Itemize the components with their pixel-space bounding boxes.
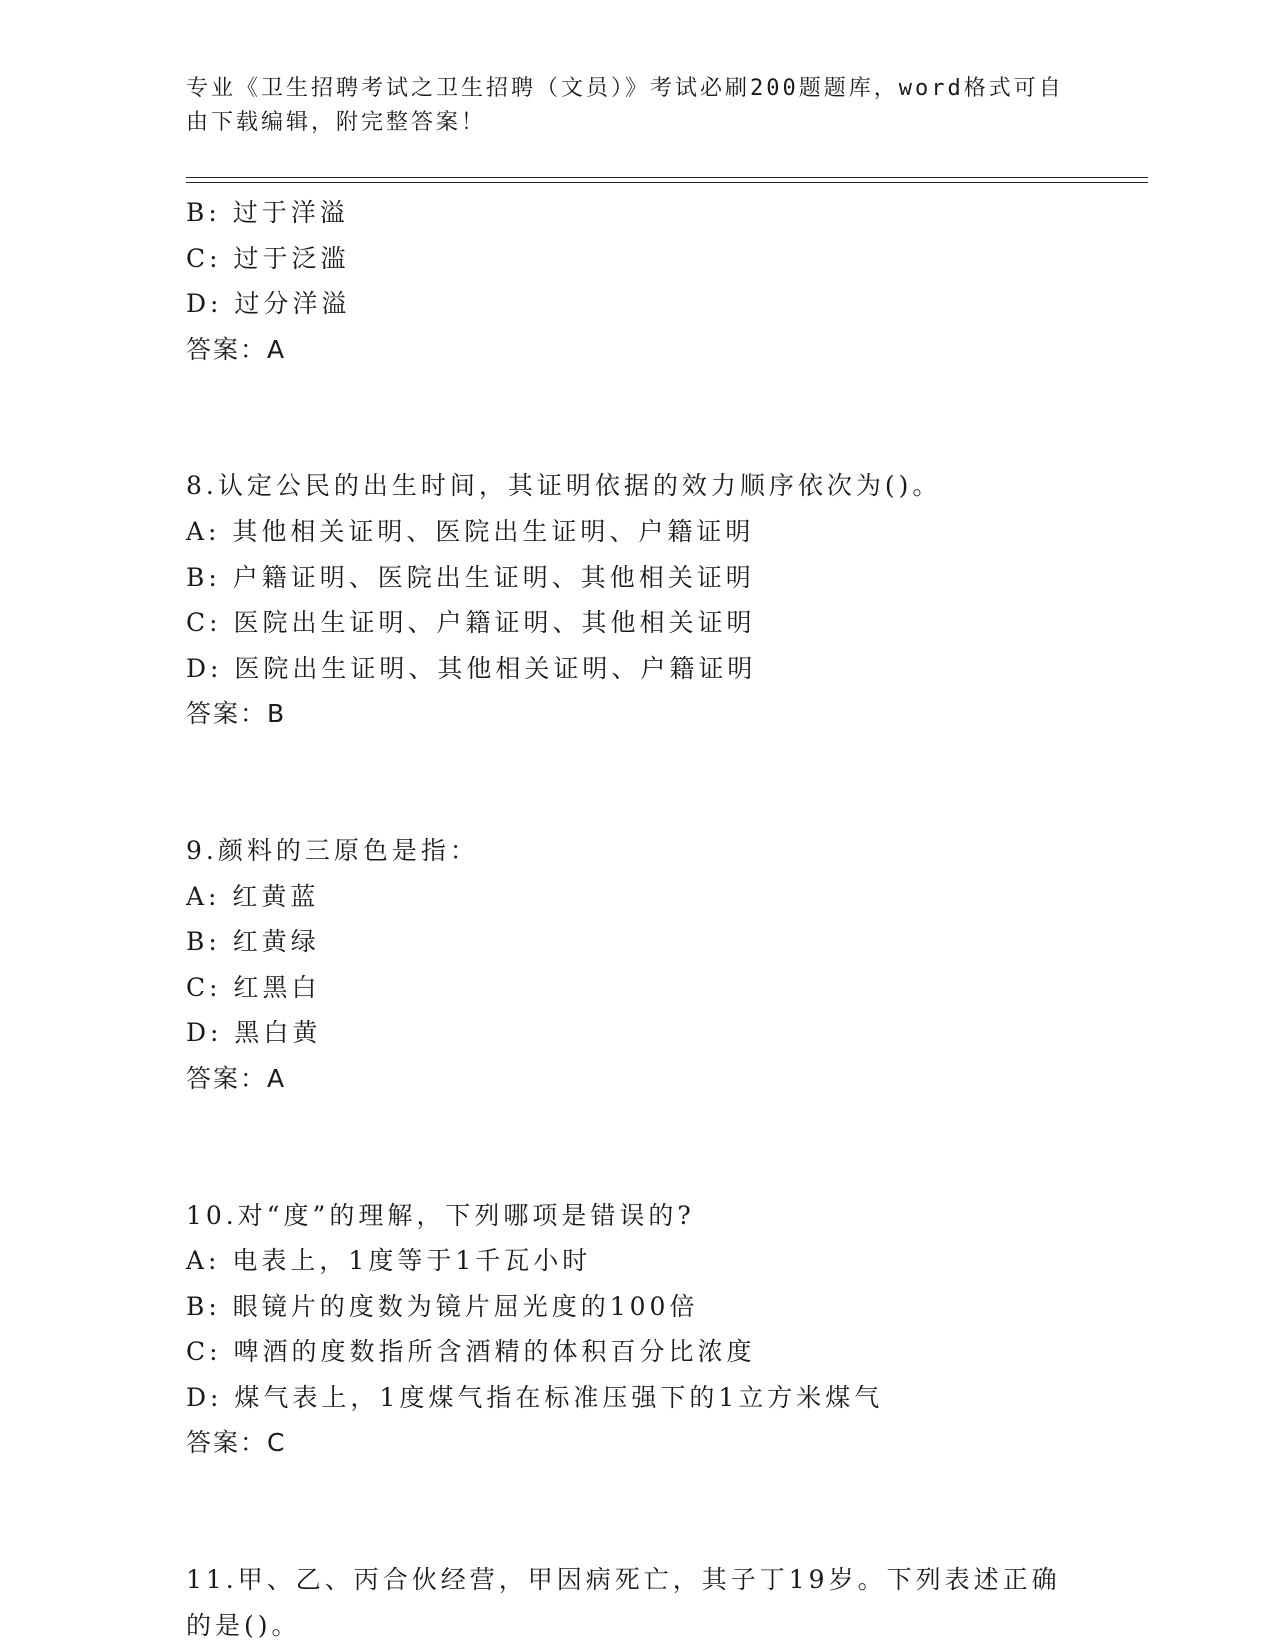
q10-option-d: D: 煤气表上，1度煤气指在标准压强下的1立方米煤气 <box>186 1382 884 1412</box>
q8-question: 8.认定公民的出生时间，其证明依据的效力顺序依次为()。 <box>186 471 942 501</box>
q7-answer: 答案：A <box>186 334 287 364</box>
q10-answer: 答案：C <box>186 1428 287 1458</box>
q10-option-b: B: 眼镜片的度数为镜片屈光度的100倍 <box>186 1291 699 1321</box>
header-line-2: 由下载编辑，附完整答案！ <box>186 110 487 135</box>
q7-option-b: B: 过于洋溢 <box>186 198 349 227</box>
document-header <box>186 72 1066 140</box>
q9-option-b: B: 红黄绿 <box>186 927 320 957</box>
q9-option-c: C: 红黑白 <box>186 972 321 1002</box>
q11-question-line-2: 的是()。 <box>186 1610 301 1640</box>
spacer <box>186 1102 1086 1193</box>
q8-option-d: D: 医院出生证明、其他相关证明、户籍证明 <box>186 653 757 683</box>
q7-option-c: C: 过于泛滥 <box>186 243 350 273</box>
q8-option-a: A: 其他相关证明、医院出生证明、户籍证明 <box>186 516 755 546</box>
q8-option-b: B: 户籍证明、医院出生证明、其他相关证明 <box>186 562 755 592</box>
question-list <box>186 190 1086 1648</box>
header-line-1: 专业《卫生招聘考试之卫生招聘（文员）》考试必刷200题题库，word格式可自 <box>186 76 1064 101</box>
q10-question: 10.对“度”的理解，下列哪项是错误的? <box>186 1200 695 1230</box>
spacer <box>186 1466 1086 1557</box>
q10-option-c: C: 啤酒的度数指所含酒精的体积百分比浓度 <box>186 1337 756 1367</box>
q7-option-d: D: 过分洋溢 <box>186 289 351 319</box>
header-divider-top <box>186 177 1148 178</box>
q11-question-line-1: 11.甲、乙、丙合伙经营，甲因病死亡，其子丁19岁。下列表述正确 <box>186 1565 1061 1595</box>
spacer <box>186 372 1086 463</box>
q9-answer: 答案：A <box>186 1063 287 1093</box>
q8-option-c: C: 医院出生证明、户籍证明、其他相关证明 <box>186 608 756 638</box>
q9-option-a: A: 红黄蓝 <box>186 881 320 911</box>
header-divider-bottom <box>186 182 1148 183</box>
q9-question: 9.颜料的三原色是指： <box>186 835 479 865</box>
q9-option-d: D: 黑白黄 <box>186 1018 322 1048</box>
q8-answer: 答案：B <box>186 699 287 729</box>
spacer <box>186 737 1086 828</box>
q10-option-a: A: 电表上，1度等于1千瓦小时 <box>186 1246 592 1276</box>
